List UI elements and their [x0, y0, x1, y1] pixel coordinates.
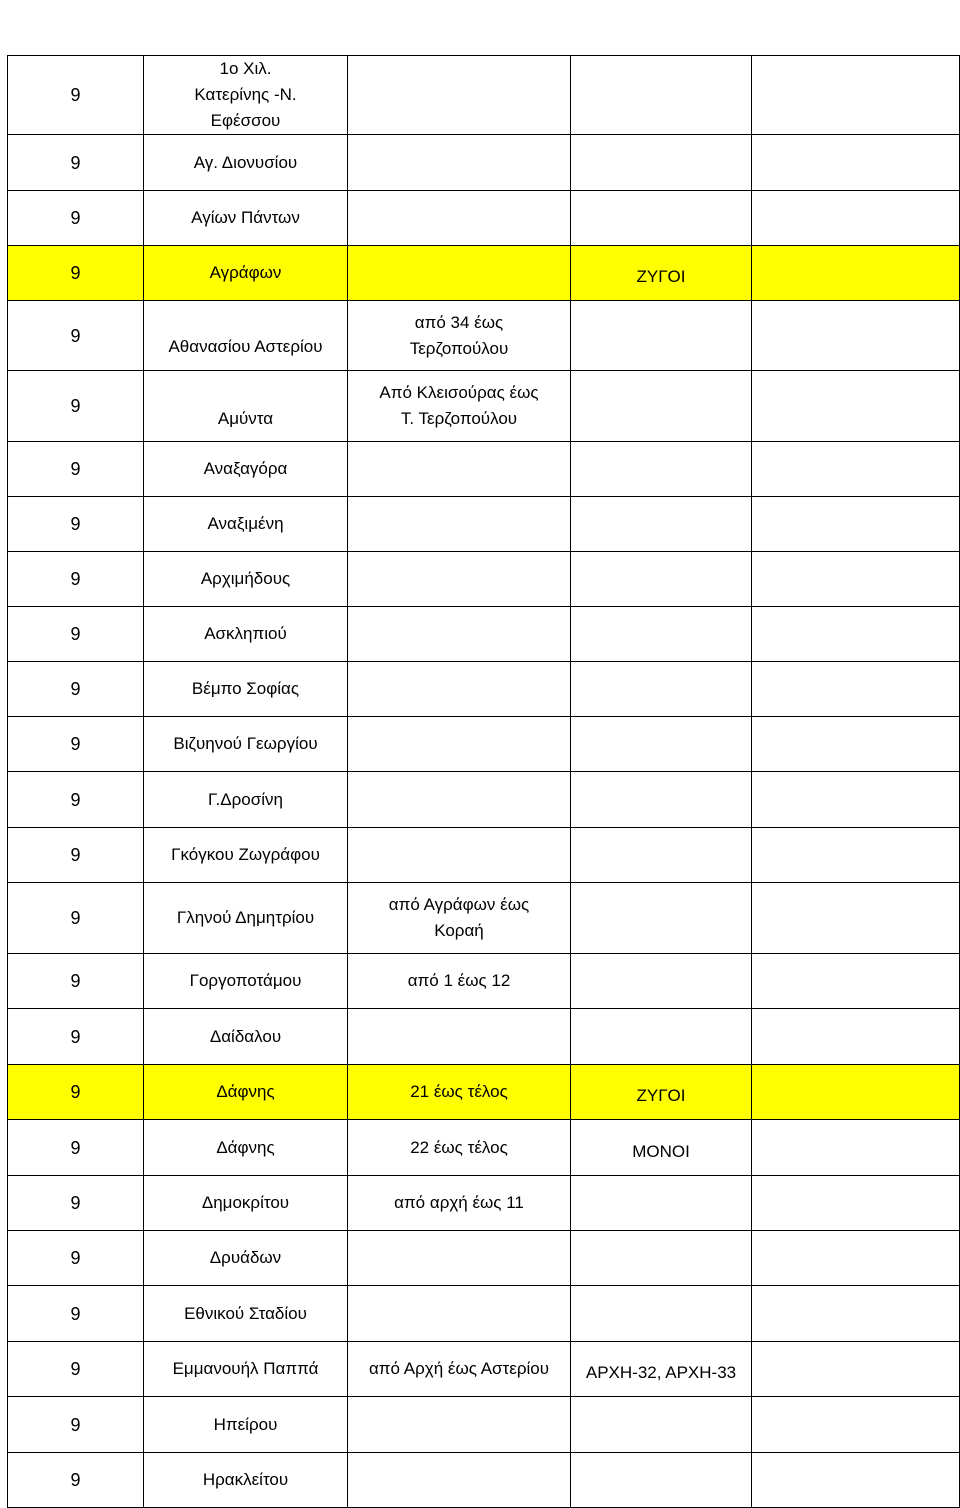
street-name: Αναξαγόρα — [144, 442, 348, 497]
table-row — [8, 246, 960, 301]
row-number: 9 — [8, 772, 144, 828]
street-name: Γληνού Δημητρίου — [144, 883, 348, 954]
table-row — [8, 1009, 960, 1065]
parity-note — [571, 607, 752, 662]
empty-cell — [752, 1009, 960, 1065]
table-row — [8, 828, 960, 883]
row-number: 9 — [8, 442, 144, 497]
empty-cell — [752, 301, 960, 371]
street-name: Αναξιμένη — [144, 497, 348, 552]
parity-note — [571, 552, 752, 607]
parity-note — [571, 442, 752, 497]
empty-cell — [752, 1231, 960, 1286]
number-range — [348, 497, 571, 552]
empty-cell — [752, 883, 960, 954]
table-row — [8, 1120, 960, 1176]
empty-cell — [752, 1342, 960, 1397]
number-range — [348, 1453, 571, 1508]
empty-cell — [752, 497, 960, 552]
empty-cell — [752, 607, 960, 662]
table-row — [8, 1231, 960, 1286]
table-row — [8, 1065, 960, 1120]
empty-cell — [752, 828, 960, 883]
row-number: 9 — [8, 883, 144, 954]
number-range — [348, 772, 571, 828]
row-number: 9 — [8, 135, 144, 191]
street-name: Ηρακλείτου — [144, 1453, 348, 1508]
row-number: 9 — [8, 191, 144, 246]
number-range: από 34 έως Τερζοπούλου — [348, 301, 571, 371]
number-range — [348, 828, 571, 883]
table-row — [8, 1342, 960, 1397]
street-name: Αγ. Διονυσίου — [144, 135, 348, 191]
parity-note — [571, 56, 752, 135]
street-name: Εμμανουήλ Παππά — [144, 1342, 348, 1397]
parity-note — [571, 662, 752, 717]
empty-cell — [752, 954, 960, 1009]
street-name: Γ.Δροσίνη — [144, 772, 348, 828]
number-range — [348, 56, 571, 135]
parity-note — [571, 371, 752, 442]
row-number: 9 — [8, 371, 144, 442]
empty-cell — [752, 772, 960, 828]
parity-note — [571, 1231, 752, 1286]
street-name: Ηπείρου — [144, 1397, 348, 1453]
table-row — [8, 191, 960, 246]
parity-note — [571, 828, 752, 883]
parity-note — [571, 954, 752, 1009]
parity-note: ΑΡΧΗ-32, ΑΡΧΗ-33 — [571, 1342, 752, 1397]
row-number: 9 — [8, 1286, 144, 1342]
street-name: Αγίων Πάντων — [144, 191, 348, 246]
street-name: Γκόγκου Ζωγράφου — [144, 828, 348, 883]
street-name: Εθνικού Σταδίου — [144, 1286, 348, 1342]
table-row — [8, 1453, 960, 1508]
table-row — [8, 717, 960, 772]
number-range — [348, 135, 571, 191]
street-name: Αγράφων — [144, 246, 348, 301]
row-number: 9 — [8, 1065, 144, 1120]
street-name: Δάφνης — [144, 1065, 348, 1120]
number-range: 22 έως τέλος — [348, 1120, 571, 1176]
table-row — [8, 607, 960, 662]
parity-note — [571, 1453, 752, 1508]
parity-note — [571, 883, 752, 954]
table-row — [8, 883, 960, 954]
number-range — [348, 191, 571, 246]
number-range: από Αρχή έως Αστερίου — [348, 1342, 571, 1397]
empty-cell — [752, 1397, 960, 1453]
street-name: Βέμπο Σοφίας — [144, 662, 348, 717]
row-number: 9 — [8, 246, 144, 301]
number-range: Από Κλεισούρας έως Τ. Τερζοπούλου — [348, 371, 571, 442]
empty-cell — [752, 1286, 960, 1342]
table-row — [8, 552, 960, 607]
empty-cell — [752, 552, 960, 607]
street-table-body — [8, 56, 960, 1508]
row-number: 9 — [8, 1453, 144, 1508]
row-number: 9 — [8, 1342, 144, 1397]
table-row — [8, 497, 960, 552]
empty-cell — [752, 246, 960, 301]
street-name: Αμύντα — [144, 371, 348, 442]
street-name: Ασκληπιού — [144, 607, 348, 662]
parity-note — [571, 1176, 752, 1231]
row-number: 9 — [8, 301, 144, 371]
empty-cell — [752, 371, 960, 442]
empty-cell — [752, 717, 960, 772]
parity-note — [571, 135, 752, 191]
parity-note — [571, 772, 752, 828]
row-number: 9 — [8, 828, 144, 883]
number-range — [348, 442, 571, 497]
empty-cell — [752, 1120, 960, 1176]
number-range — [348, 1397, 571, 1453]
empty-cell — [752, 1453, 960, 1508]
street-name: 1ο Χιλ. Κατερίνης -Ν. Εφέσσου — [144, 56, 348, 135]
row-number: 9 — [8, 1009, 144, 1065]
table-row — [8, 135, 960, 191]
table-row — [8, 662, 960, 717]
street-name: Δρυάδων — [144, 1231, 348, 1286]
street-table — [7, 55, 960, 1508]
street-name: Δημοκρίτου — [144, 1176, 348, 1231]
number-range — [348, 1286, 571, 1342]
number-range — [348, 1231, 571, 1286]
number-range — [348, 1009, 571, 1065]
row-number: 9 — [8, 1397, 144, 1453]
street-name: Βιζυηνού Γεωργίου — [144, 717, 348, 772]
parity-note — [571, 1009, 752, 1065]
table-row — [8, 1397, 960, 1453]
number-range: από αρχή έως 11 — [348, 1176, 571, 1231]
table-row — [8, 772, 960, 828]
row-number: 9 — [8, 717, 144, 772]
parity-note — [571, 717, 752, 772]
parity-note — [571, 191, 752, 246]
number-range — [348, 662, 571, 717]
table-row — [8, 371, 960, 442]
parity-note — [571, 301, 752, 371]
number-range — [348, 607, 571, 662]
table-row — [8, 301, 960, 371]
table-row — [8, 954, 960, 1009]
parity-note: ΖΥΓΟΙ — [571, 1065, 752, 1120]
empty-cell — [752, 191, 960, 246]
row-number: 9 — [8, 662, 144, 717]
street-name: Γοργοποτάμου — [144, 954, 348, 1009]
parity-note — [571, 497, 752, 552]
row-number: 9 — [8, 1120, 144, 1176]
number-range — [348, 552, 571, 607]
table-row — [8, 56, 960, 135]
empty-cell — [752, 135, 960, 191]
number-range: από Αγράφων έως Κοραή — [348, 883, 571, 954]
number-range — [348, 246, 571, 301]
number-range: 21 έως τέλος — [348, 1065, 571, 1120]
parity-note: ΖΥΓΟΙ — [571, 246, 752, 301]
empty-cell — [752, 442, 960, 497]
table-row — [8, 1286, 960, 1342]
empty-cell — [752, 1065, 960, 1120]
number-range: από 1 έως 12 — [348, 954, 571, 1009]
street-name: Αρχιμήδους — [144, 552, 348, 607]
empty-cell — [752, 662, 960, 717]
table-row — [8, 1176, 960, 1231]
row-number: 9 — [8, 1176, 144, 1231]
row-number: 9 — [8, 954, 144, 1009]
parity-note — [571, 1397, 752, 1453]
parity-note — [571, 1286, 752, 1342]
row-number: 9 — [8, 1231, 144, 1286]
row-number: 9 — [8, 552, 144, 607]
street-name: Δαίδαλου — [144, 1009, 348, 1065]
number-range — [348, 717, 571, 772]
street-name: Δάφνης — [144, 1120, 348, 1176]
table-row — [8, 442, 960, 497]
empty-cell — [752, 1176, 960, 1231]
row-number: 9 — [8, 56, 144, 135]
row-number: 9 — [8, 607, 144, 662]
row-number: 9 — [8, 497, 144, 552]
empty-cell — [752, 56, 960, 135]
parity-note: ΜΟΝΟΙ — [571, 1120, 752, 1176]
street-name: Αθανασίου Αστερίου — [144, 301, 348, 371]
